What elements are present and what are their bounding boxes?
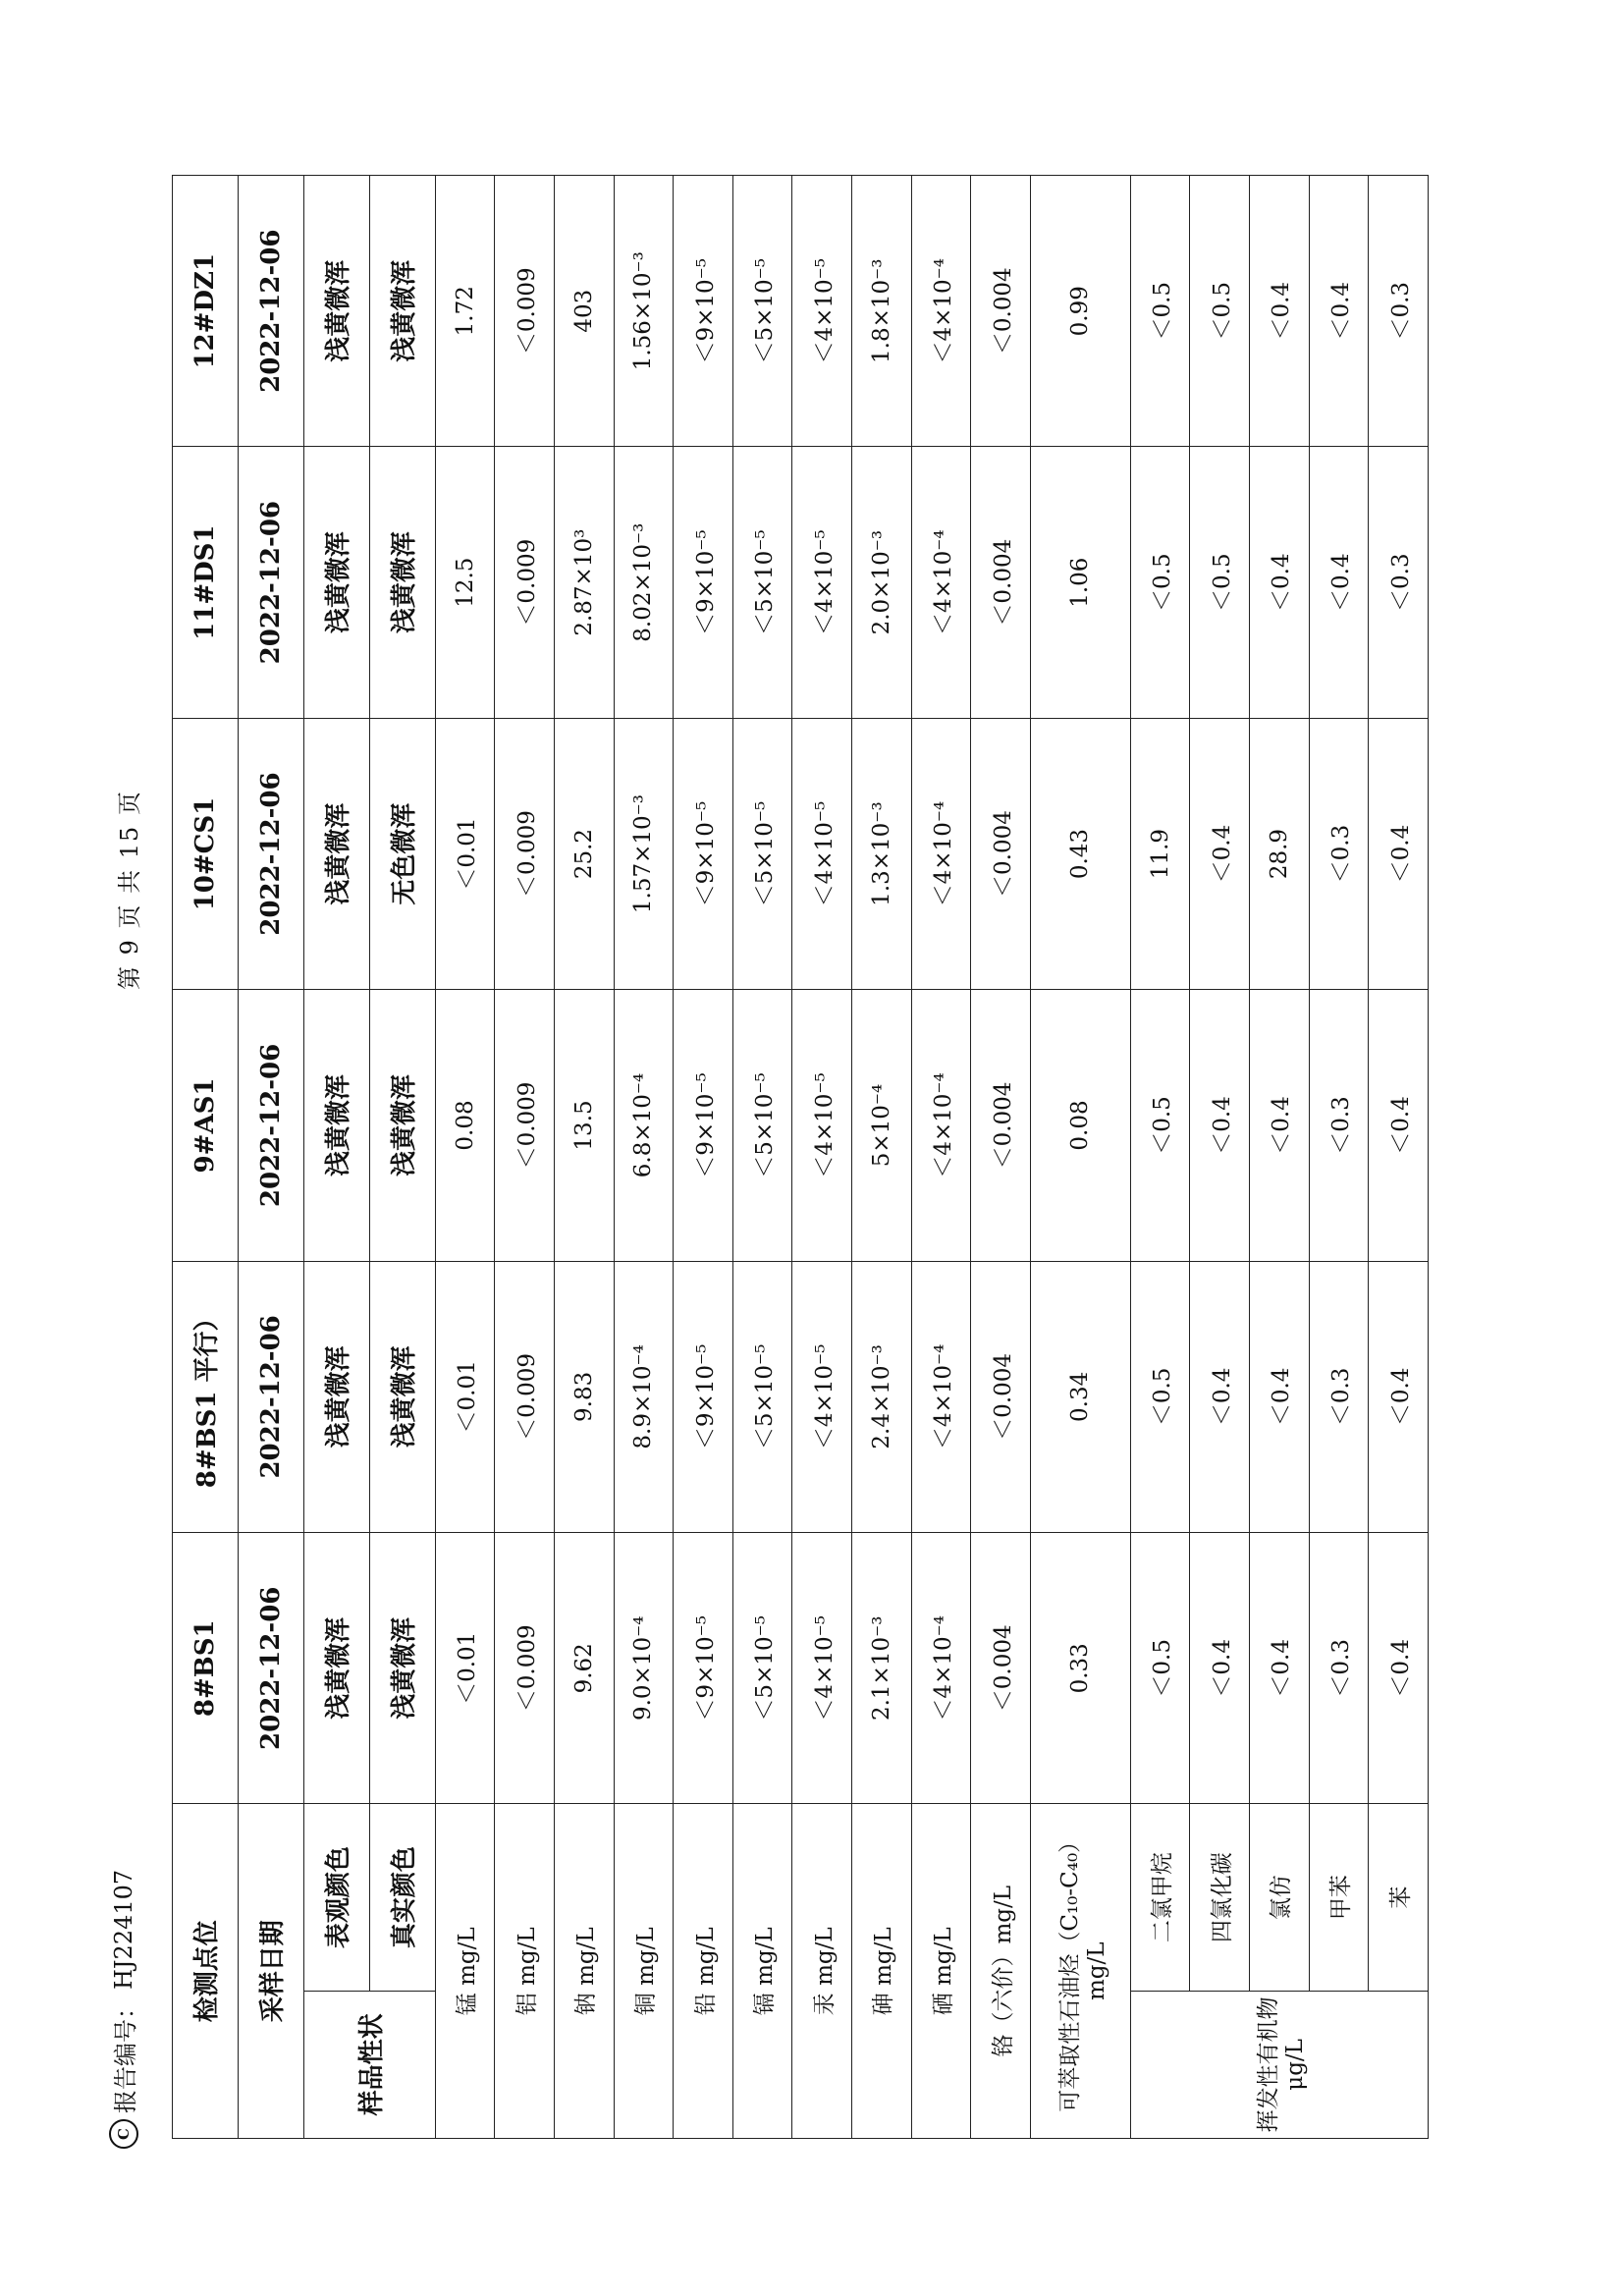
- voc-parameter-label: 四氯化碳: [1190, 1804, 1250, 1991]
- voc-parameter-label: 苯: [1369, 1804, 1429, 1991]
- parameter-row: [732, 176, 792, 2139]
- measurement-value: ＜0.4: [1309, 447, 1369, 718]
- apparent-color-value: 浅黄微浑: [303, 1533, 369, 1804]
- true-color-value: 无色微浑: [369, 718, 435, 989]
- measurement-value: 1.8×10⁻³: [852, 176, 912, 447]
- results-table-body: [173, 176, 1429, 2139]
- parameter-label: 硒 mg/L: [911, 1804, 971, 2139]
- measurement-value: 1.57×10⁻³: [614, 718, 674, 989]
- measurement-value: ＜0.4: [1190, 718, 1250, 989]
- page-indicator: 第 9 页 共 15 页: [116, 790, 143, 990]
- station-name: 10#CS1: [173, 718, 239, 989]
- measurement-value: ＜0.3: [1309, 1261, 1369, 1532]
- measurement-value: ＜0.009: [495, 1533, 555, 1804]
- measurement-value: ＜0.01: [435, 1533, 495, 1804]
- results-table: [172, 175, 1429, 2139]
- measurement-value: 25.2: [555, 718, 615, 989]
- measurement-value: 9.83: [555, 1261, 615, 1532]
- measurement-value: ＜9×10⁻⁵: [674, 990, 733, 1261]
- measurement-value: ＜4×10⁻⁴: [911, 718, 971, 989]
- measurement-value: 2.0×10⁻³: [852, 447, 912, 718]
- parameter-label: 可萃取性石油烃（C₁₀-C₄₀）mg/L: [1030, 1804, 1130, 2139]
- sample-date: 2022-12-06: [238, 176, 303, 447]
- report-number-label: 报告编号：: [112, 1995, 139, 2113]
- measurement-value: ＜0.5: [1130, 176, 1190, 447]
- parameter-row: [435, 176, 495, 2139]
- measurement-value: ＜9×10⁻⁵: [674, 1533, 733, 1804]
- true-color-value: 浅黄微浑: [369, 1533, 435, 1804]
- measurement-value: ＜0.4: [1369, 718, 1429, 989]
- parameter-row: [911, 176, 971, 2139]
- measurement-value: ＜5×10⁻⁵: [732, 1533, 792, 1804]
- true-color-row: [369, 176, 435, 2139]
- apparent-color-value: 浅黄微浑: [303, 447, 369, 718]
- parameter-label: 铬（六价）mg/L: [971, 1804, 1031, 2139]
- true-color-value: 浅黄微浑: [369, 990, 435, 1261]
- true-color-label: 真实颜色: [369, 1804, 435, 1991]
- parameter-row: [971, 176, 1031, 2139]
- measurement-value: ＜0.009: [495, 990, 555, 1261]
- measurement-value: ＜4×10⁻⁵: [792, 718, 852, 989]
- station-header: 检测点位: [173, 1804, 239, 2139]
- measurement-value: 403: [555, 176, 615, 447]
- measurement-value: ＜0.004: [971, 718, 1031, 989]
- measurement-value: ＜4×10⁻⁵: [792, 176, 852, 447]
- parameter-label: 镉 mg/L: [732, 1804, 792, 2139]
- measurement-value: ＜0.009: [495, 1261, 555, 1532]
- measurement-value: ＜5×10⁻⁵: [732, 176, 792, 447]
- true-color-value: 浅黄微浑: [369, 447, 435, 718]
- measurement-value: 12.5: [435, 447, 495, 718]
- sample-date: 2022-12-06: [238, 1533, 303, 1804]
- measurement-value: 9.62: [555, 1533, 615, 1804]
- measurement-value: ＜4×10⁻⁴: [911, 1533, 971, 1804]
- station-name: 12#DZ1: [173, 176, 239, 447]
- measurement-value: ＜0.4: [1369, 990, 1429, 1261]
- measurement-value: ＜0.01: [435, 1261, 495, 1532]
- measurement-value: ＜5×10⁻⁵: [732, 990, 792, 1261]
- measurement-value: ＜5×10⁻⁵: [732, 718, 792, 989]
- parameter-row: [614, 176, 674, 2139]
- measurement-value: ＜4×10⁻⁵: [792, 1533, 852, 1804]
- measurement-value: ＜0.3: [1369, 447, 1429, 718]
- measurement-value: ＜9×10⁻⁵: [674, 1261, 733, 1532]
- measurement-value: ＜5×10⁻⁵: [732, 1261, 792, 1532]
- measurement-value: ＜4×10⁻⁴: [911, 176, 971, 447]
- measurement-value: ＜0.4: [1250, 176, 1310, 447]
- voc-parameter-label: 二氯甲烷: [1130, 1804, 1190, 1991]
- measurement-value: ＜0.004: [971, 447, 1031, 718]
- measurement-value: ＜4×10⁻⁴: [911, 1261, 971, 1532]
- measurement-value: ＜0.5: [1130, 1261, 1190, 1532]
- apparent-color-value: 浅黄微浑: [303, 1261, 369, 1532]
- measurement-value: ＜0.5: [1130, 1533, 1190, 1804]
- measurement-value: 5×10⁻⁴: [852, 990, 912, 1261]
- measurement-value: 8.9×10⁻⁴: [614, 1261, 674, 1532]
- voc-row: [1369, 176, 1429, 2139]
- parameter-row: [792, 176, 852, 2139]
- measurement-value: 2.87×10³: [555, 447, 615, 718]
- measurement-value: ＜5×10⁻⁵: [732, 447, 792, 718]
- measurement-value: ＜0.5: [1190, 447, 1250, 718]
- measurement-value: 1.06: [1030, 447, 1130, 718]
- parameter-label: 汞 mg/L: [792, 1804, 852, 2139]
- voc-row: [1309, 176, 1369, 2139]
- sample-date: 2022-12-06: [238, 718, 303, 989]
- measurement-value: ＜4×10⁻⁴: [911, 990, 971, 1261]
- measurement-value: 0.34: [1030, 1261, 1130, 1532]
- parameter-label: 锰 mg/L: [435, 1804, 495, 2139]
- measurement-value: ＜0.5: [1190, 176, 1250, 447]
- apparent-color-row: [303, 176, 369, 2139]
- apparent-color-label: 表观颜色: [303, 1804, 369, 1991]
- measurement-value: 2.4×10⁻³: [852, 1261, 912, 1532]
- measurement-value: 1.72: [435, 176, 495, 447]
- measurement-value: 0.99: [1030, 176, 1130, 447]
- company-logo-icon: C: [109, 2119, 138, 2149]
- parameter-label: 钠 mg/L: [555, 1804, 615, 2139]
- measurement-value: 9.0×10⁻⁴: [614, 1533, 674, 1804]
- measurement-value: ＜0.4: [1250, 990, 1310, 1261]
- measurement-value: 0.43: [1030, 718, 1130, 989]
- measurement-value: ＜0.4: [1190, 1533, 1250, 1804]
- measurement-value: 1.56×10⁻³: [614, 176, 674, 447]
- measurement-value: ＜4×10⁻⁵: [792, 1261, 852, 1532]
- apparent-color-value: 浅黄微浑: [303, 990, 369, 1261]
- measurement-value: 0.08: [435, 990, 495, 1261]
- sample-property-group: 样品性状: [303, 1991, 435, 2138]
- measurement-value: ＜0.5: [1130, 990, 1190, 1261]
- parameter-label: 铝 mg/L: [495, 1804, 555, 2139]
- parameter-label: 铅 mg/L: [674, 1804, 733, 2139]
- voc-group: 挥发性有机物 μg/L: [1130, 1991, 1428, 2138]
- voc-parameter-label: 氯仿: [1250, 1804, 1310, 1991]
- measurement-value: 11.9: [1130, 718, 1190, 989]
- measurement-value: ＜0.009: [495, 447, 555, 718]
- measurement-value: ＜0.4: [1369, 1261, 1429, 1532]
- measurement-value: ＜0.01: [435, 718, 495, 989]
- measurement-value: ＜9×10⁻⁵: [674, 718, 733, 989]
- measurement-value: 8.02×10⁻³: [614, 447, 674, 718]
- report-header: [106, 1870, 140, 2149]
- parameter-row: [495, 176, 555, 2139]
- measurement-value: 0.33: [1030, 1533, 1130, 1804]
- measurement-value: 1.3×10⁻³: [852, 718, 912, 989]
- voc-row: [1130, 176, 1190, 2139]
- voc-row: [1190, 176, 1250, 2139]
- station-name: 11#DS1: [173, 447, 239, 718]
- measurement-value: ＜4×10⁻⁵: [792, 447, 852, 718]
- station-name: 9#AS1: [173, 990, 239, 1261]
- measurement-value: 13.5: [555, 990, 615, 1261]
- true-color-value: 浅黄微浑: [369, 176, 435, 447]
- sample-date: 2022-12-06: [238, 1261, 303, 1532]
- measurement-value: ＜0.4: [1190, 990, 1250, 1261]
- parameter-label: 铜 mg/L: [614, 1804, 674, 2139]
- parameter-row: [1030, 176, 1130, 2139]
- measurement-value: ＜0.3: [1309, 990, 1369, 1261]
- true-color-value: 浅黄微浑: [369, 1261, 435, 1532]
- date-row: [238, 176, 303, 2139]
- voc-row: [1250, 176, 1310, 2139]
- parameter-row: [852, 176, 912, 2139]
- measurement-value: ＜0.3: [1309, 718, 1369, 989]
- measurement-value: ＜9×10⁻⁵: [674, 176, 733, 447]
- measurement-value: ＜0.009: [495, 176, 555, 447]
- measurement-value: ＜0.004: [971, 990, 1031, 1261]
- measurement-value: ＜0.4: [1250, 1533, 1310, 1804]
- measurement-value: ＜0.004: [971, 176, 1031, 447]
- apparent-color-value: 浅黄微浑: [303, 176, 369, 447]
- voc-parameter-label: 甲苯: [1309, 1804, 1369, 1991]
- measurement-value: 6.8×10⁻⁴: [614, 990, 674, 1261]
- measurement-value: ＜0.3: [1309, 1533, 1369, 1804]
- report-number: HJ224107: [109, 1869, 137, 1990]
- measurement-value: ＜9×10⁻⁵: [674, 447, 733, 718]
- sample-date: 2022-12-06: [238, 990, 303, 1261]
- measurement-value: ＜0.5: [1130, 447, 1190, 718]
- station-row: [173, 176, 239, 2139]
- measurement-value: ＜0.4: [1309, 176, 1369, 447]
- measurement-value: ＜0.4: [1190, 1261, 1250, 1532]
- station-name: 8#BS1: [173, 1533, 239, 1804]
- measurement-value: ＜4×10⁻⁵: [792, 990, 852, 1261]
- sample-date: 2022-12-06: [238, 447, 303, 718]
- measurement-value: ＜4×10⁻⁴: [911, 447, 971, 718]
- measurement-value: ＜0.004: [971, 1261, 1031, 1532]
- measurement-value: ＜0.4: [1250, 447, 1310, 718]
- measurement-value: 2.1×10⁻³: [852, 1533, 912, 1804]
- parameter-row: [555, 176, 615, 2139]
- measurement-value: 0.08: [1030, 990, 1130, 1261]
- station-name: 8#BS1 平行）: [173, 1261, 239, 1532]
- measurement-value: ＜0.009: [495, 718, 555, 989]
- parameter-row: [674, 176, 733, 2139]
- apparent-color-value: 浅黄微浑: [303, 718, 369, 989]
- date-header: 采样日期: [238, 1804, 303, 2139]
- measurement-value: ＜0.4: [1250, 1261, 1310, 1532]
- measurement-value: 28.9: [1250, 718, 1310, 989]
- measurement-value: ＜0.4: [1369, 1533, 1429, 1804]
- parameter-label: 砷 mg/L: [852, 1804, 912, 2139]
- measurement-value: ＜0.3: [1369, 176, 1429, 447]
- measurement-value: ＜0.004: [971, 1533, 1031, 1804]
